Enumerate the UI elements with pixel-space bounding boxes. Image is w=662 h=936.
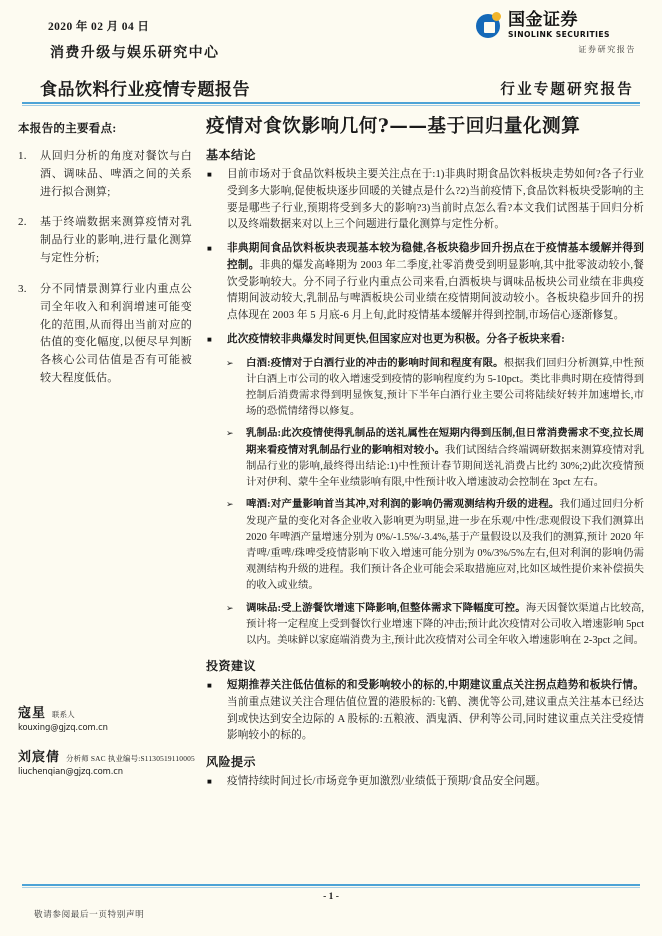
sub-bullet-item xyxy=(206,356,644,421)
sub-bullet-item xyxy=(206,497,644,594)
analyst-email[interactable]: kouxing@gjzq.com.cn xyxy=(18,722,108,732)
bullet-body: 当前重点建议关注合理估值位置的港股标的:飞鹤、澳优等公司,建议重点关注基本已经达到或快达到安全边际的 A 股标的:五粮液、酒鬼酒、伊利等公司,同时建议重点关注受疫情影响较小的标的。 xyxy=(227,696,644,742)
square-bullet-icon: ■ xyxy=(207,170,212,180)
logo-subtitle: 证券研究报告 xyxy=(578,44,636,54)
analyst-role: 分析师 SAC 执业编号:S1130519110005 xyxy=(66,754,195,763)
bullet-item xyxy=(206,678,644,745)
bullet-lead: 短期推荐关注低估值标的和受影响较小的标的,中期建议重点关注拐点趋势和板块行情。 xyxy=(227,680,644,692)
company-logo xyxy=(476,12,636,64)
section-heading-conclusions: 基本结论 xyxy=(206,148,257,163)
sub-bullet-text xyxy=(246,356,644,421)
sub-bullet-item xyxy=(206,426,644,491)
analyst-contacts xyxy=(18,702,200,790)
report-title-header: 食品饮料行业疫情专题报告 xyxy=(40,80,250,100)
sub-bullet-body: 我们试图结合终端调研数据来测算疫情对乳制品行业的影响,最终得出结论:1)中性预计春节期间送礼消费占比约 30%;2)此次疫情预计对伊利、蒙牛全年业绩影响有限,中性预计收入增速波动会控制在 3pct 左右。 xyxy=(246,444,645,489)
arrow-bullet-icon: ➢ xyxy=(226,602,234,613)
analyst-name: 刘宸倩 xyxy=(18,749,61,764)
logo-company-name-cn: 国金证券 xyxy=(508,10,578,30)
analyst-email[interactable]: liuchenqian@gjzq.com.cn xyxy=(18,766,123,776)
bullet-text xyxy=(227,678,644,745)
bullet-text xyxy=(227,332,644,349)
arrow-bullet-icon: ➢ xyxy=(226,428,234,439)
bullet-body: 目前市场对于食品饮料板块主要关注点在于:1)非典时期食品饮料板块走势如何?各子行业受到多大影响,促使板块逐步回暖的关键点是什么?2)当前疫情下,食品饮料板块受影响的主要是哪些子行业,预期将受到多大的影响?3)当前时点怎么看?本文我们试图基于回归分析以及终端数据来对以上三个问题进行量化测算与定性分析。 xyxy=(227,169,644,231)
bullet-text xyxy=(227,167,644,234)
section-heading-investment-advice: 投资建议 xyxy=(206,659,257,674)
page-footer xyxy=(0,884,662,936)
bullet-item xyxy=(206,774,644,791)
sidebar-item-text: 从回归分析的角度对餐饮与白酒、调味品、啤酒之间的关系进行拟合测算; xyxy=(40,150,192,198)
sub-bullet-body: 海天因餐饮渠道占比较高,预计将一定程度上受到餐饮行业增速下降的冲击;预计此次疫情对公司收入增速影响 5pct 以内。美味鲜以家庭端消费为主,预计此次疫情对公司全年收入增速影响在 2-3pct 之间。 xyxy=(246,602,645,647)
sidebar-item-text: 基于终端数据来测算疫情对乳制品行业的影响,进行量化测算与定性分析; xyxy=(40,216,192,265)
bullet-text xyxy=(227,774,644,791)
sidebar-highlight-item xyxy=(18,214,192,267)
bullet-item xyxy=(206,332,644,349)
sub-bullet-text xyxy=(246,497,644,594)
square-bullet-icon: ■ xyxy=(207,244,212,254)
bullet-lead: 非典期间食品饮料板块表现基本较为稳健,各板块稳步回升拐点在于疫情基本缓解并得到控制。 xyxy=(227,243,644,271)
sidebar-highlight-item xyxy=(18,281,192,388)
analyst-name: 寇星 xyxy=(18,705,47,720)
analyst-entry xyxy=(18,702,200,732)
report-date: 2020 年 02 月 04 日 xyxy=(48,21,150,33)
sub-bullet-text xyxy=(246,426,644,491)
sidebar-item-number: 1. xyxy=(18,150,27,162)
bullet-item xyxy=(206,167,644,234)
bullet-item xyxy=(206,241,644,325)
bullet-body: 疫情持续时间过长/市场竞争更加激烈/业绩低于预期/食品安全问题。 xyxy=(227,776,547,788)
sidebar-item-number: 2. xyxy=(18,216,27,229)
page-body xyxy=(18,116,644,871)
footer-divider xyxy=(22,884,640,886)
sidebar-item-text: 分不同情景测算行业内重点公司全年收入和利润增速可能变化的范围,从而得出当前对应的估值的变化幅度,以便尽早判断各核心公司估值是否有可能被较大程度低估。 xyxy=(40,282,192,384)
arrow-bullet-icon: ➢ xyxy=(226,499,234,510)
main-content xyxy=(200,116,644,871)
report-category-label: 行业专题研究报告 xyxy=(500,82,634,98)
sub-bullet-lead: 调味品:受上游餐饮增速下降影响,但整体需求下降幅度可控。 xyxy=(246,602,526,614)
sub-bullet-body: 我们通过回归分析发现产量的变化对各企业收入影响更为明显,进一步在乐观/中性/悲观假设下我们测算出 2020 年啤酒产量增速分别为 0%/-1.5%/-3.4%,基于产量假设以及我们的测算,预计 2020 年青啤/重啤/珠啤受疫情影响下收入增速可能分别为 0%/3%/5%左右,但对利润的影响仍需观测结构升级的进程。我们预计各企业可能会采取措施应对,比如区域性提价来补偿损失的收入或业绩。 xyxy=(246,499,645,592)
page-header xyxy=(18,0,644,100)
page-number: - 1 - xyxy=(323,892,339,902)
bullet-text xyxy=(227,241,644,325)
footer-disclaimer-note: 敬请参阅最后一页特别声明 xyxy=(34,909,145,919)
square-bullet-icon: ■ xyxy=(207,334,212,344)
analyst-entry xyxy=(18,746,200,776)
sidebar-item-number: 3. xyxy=(18,282,27,295)
sidebar-title: 本报告的主要看点: xyxy=(18,123,117,135)
header-divider-thin xyxy=(22,105,640,106)
logo-company-name-en: SINOLINK SECURITIES xyxy=(508,30,610,39)
section-heading-risk-warning: 风险提示 xyxy=(206,755,257,770)
sub-bullet-lead: 白酒:疫情对于白酒行业的冲击的影响时间和程度有限。 xyxy=(246,357,504,369)
sub-bullet-lead: 乳制品:此次疫情使得乳制品的送礼属性在短期内得到压制,但日常消费需求不变,拉长周期来看疫情对乳制品行业的影响相对较小。 xyxy=(246,428,644,456)
research-center-name: 消费升级与娱乐研究中心 xyxy=(50,46,220,61)
sidebar-highlight-item xyxy=(18,148,192,201)
sidebar xyxy=(18,116,200,871)
square-bullet-icon: ■ xyxy=(207,681,212,691)
bullet-body: 非典的爆发高峰期为 2003 年二季度,社零消费受到明显影响,其中批零波动较小,餐饮受影响较大。分不同子行业内重点公司来看,白酒板块与调味品板块公司业绩在非典疫情期间波动较大,乳制品与啤酒板块公司业绩在疫情期间波动较小。各板块稳步回升的拐点体现在 2003 年 5 月底-6 月上旬,此时疫情基本缓解并得到控制,市场信心逐渐修复。 xyxy=(227,259,644,322)
analyst-role: 联系人 xyxy=(52,710,75,719)
page-title: 疫情对食饮影响几何?——基于回归量化测算 xyxy=(206,116,581,137)
sinolink-logo-mark-icon xyxy=(476,12,502,38)
sub-bullet-text xyxy=(246,601,644,650)
sub-bullet-lead: 啤酒:对产量影响首当其冲,对利润的影响仍需观测结构升级的进程。 xyxy=(246,499,560,511)
header-divider xyxy=(22,102,640,104)
sub-bullet-item xyxy=(206,601,644,650)
square-bullet-icon: ■ xyxy=(207,777,212,787)
arrow-bullet-icon: ➢ xyxy=(226,357,234,368)
bullet-lead: 此次疫情较非典爆发时间更快,但国家应对也更为积极。分各子板块来看: xyxy=(227,333,565,345)
sub-bullet-body: 根据我们回归分析测算,中性预计白酒上市公司的收入增速受到疫情的影响程度约为 5-10pct。类比非典时期在疫情得到控制后消费需求得到明显恢复,预计下半年白酒行业主要公司将陆续好转并加速增长,市场的恐慌情绪得以修复。 xyxy=(246,357,645,418)
